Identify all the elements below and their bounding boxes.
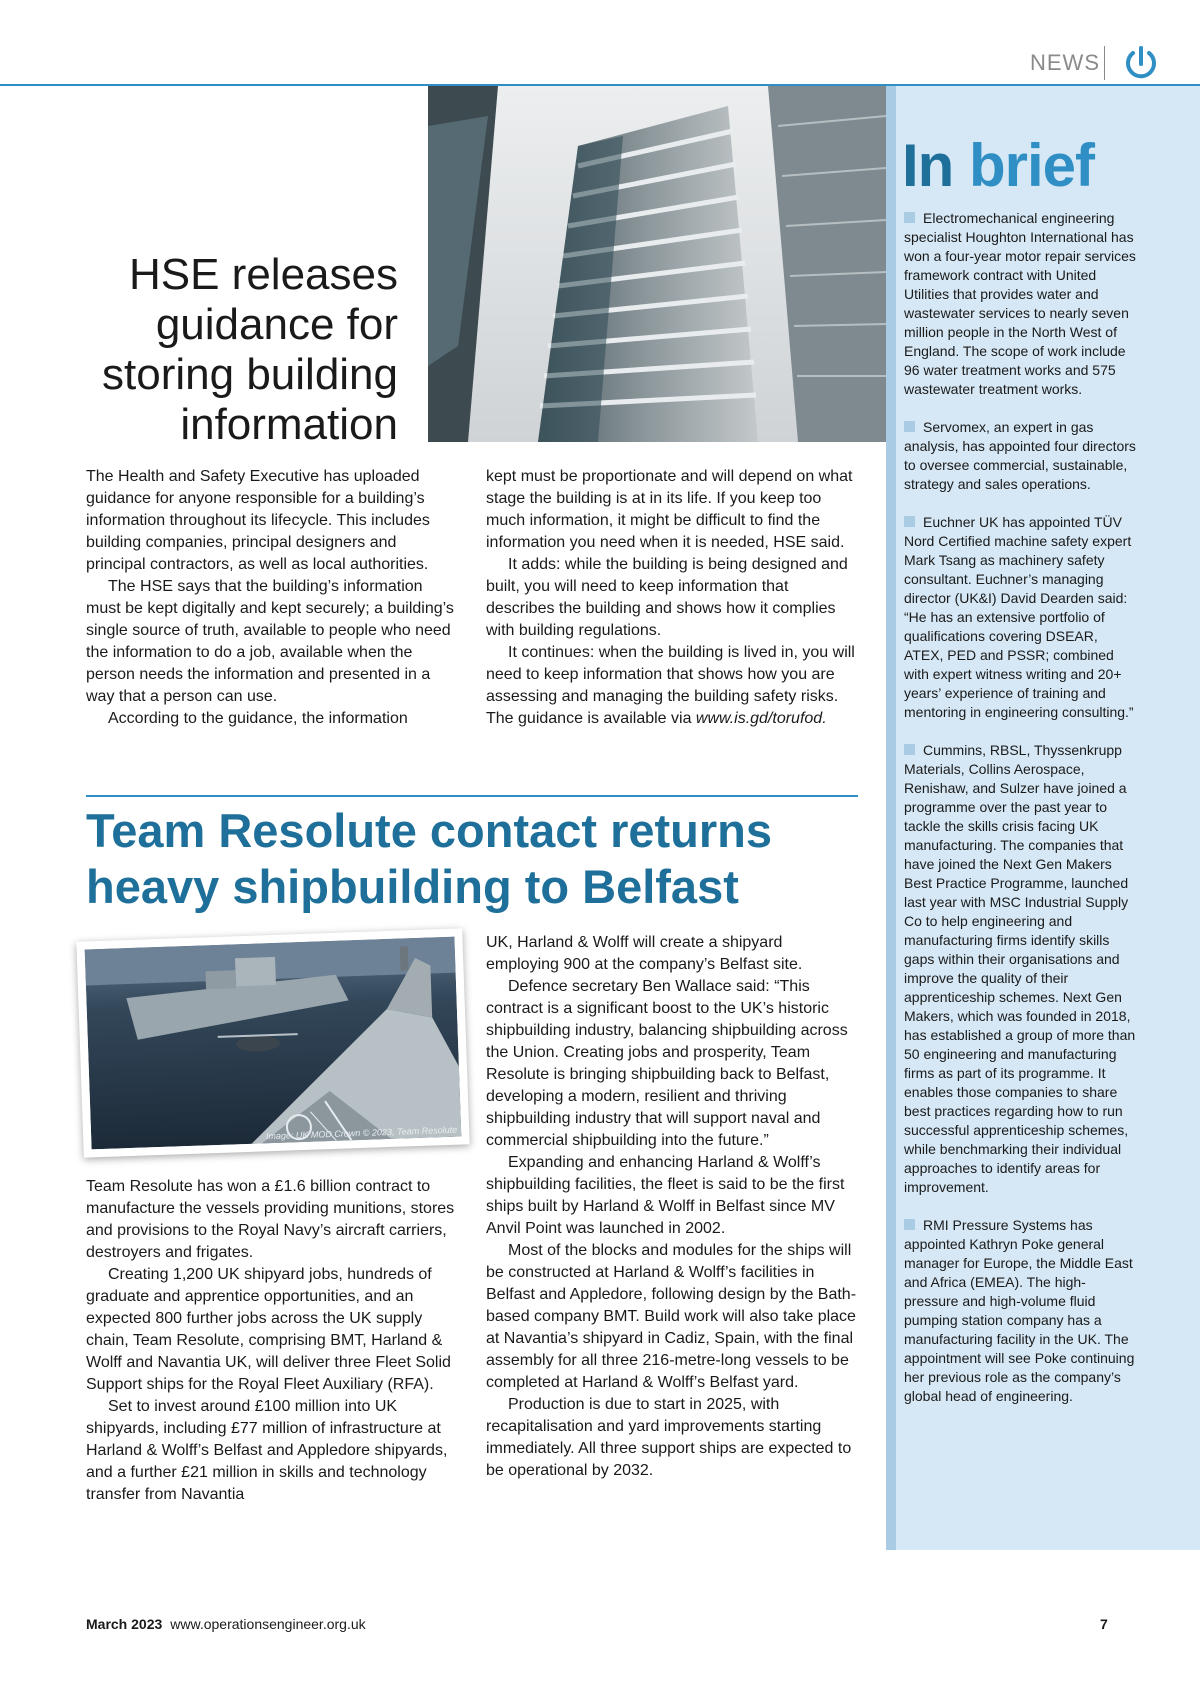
in-brief-item: Electromechanical engineering specialist Houghton International has won a four-year motor repair services framework contract with United Utilities that provides water and wastewater services to nearly seven million people in the North West of England. The scope of work include 96 water treatment works and 575 wastewater treatment works.	[904, 210, 1136, 397]
in-brief-title	[902, 128, 1094, 204]
in-brief-item: Euchner UK has appointed TÜV Nord Certified machine safety expert Mark Tsang as machinery safety consultant. Euchner’s managing director (UK&I) David Dearden said: “He has an extensive portfolio of qualifications covering DSEAR, ATEX, PED and PSSR; combined with expert witness writing and 20+ years’ experience of training and mentoring in engineering consulting.”	[904, 514, 1134, 720]
header-separator	[1104, 46, 1105, 80]
hse-paragraph: The HSE says that the building’s information must be kept digitally and kept securely; a building’s single source of truth, available to people who need the information to do a job, available when the person needs the information and presented in a way that a person can use.	[86, 578, 454, 705]
hse-paragraph	[486, 642, 858, 730]
tr-paragraph: UK, Harland & Wolff will create a shipyard employing 900 at the company’s Belfast site.	[486, 934, 803, 973]
tr-paragraph: Defence secretary Ben Wallace said: “This contract is a significant boost to the UK’s historic shipbuilding industry, balancing shipbuilding across the Union. Creating jobs and prosperity, Team Resolute is bringing shipbuilding back to Belfast, developing a modern, resilient and thriving shipbuilding industry that will support naval and commercial shipbuilding into the future.”	[486, 978, 848, 1149]
page-number: 7	[1100, 1616, 1108, 1632]
team-resolute-headline: Team Resolute contact returns heavy shipbuilding to Belfast	[86, 804, 773, 913]
hse-paragraph: According to the guidance, the information	[108, 710, 408, 727]
tr-paragraph: Creating 1,200 UK shipyard jobs, hundreds of graduate and apprentice opportunities, and an expected 800 further jobs across the UK supply chain, Team Resolute, comprising BMT, Harland & Wolff and Navantia UK, will deliver three Fleet Solid Support ships for the Royal Fleet Auxiliary (RFA).	[86, 1266, 451, 1393]
hse-paragraph: The Health and Safety Executive has uploaded guidance for anyone responsible for a building’s information throughout its lifecycle. This includes building companies, principal designers and principal contractors, as well as local authorities.	[86, 468, 430, 573]
hse-column-2	[486, 466, 858, 730]
in-brief-item: Servomex, an expert in gas analysis, has appointed four directors to oversee commercial, sustainable, strategy and sales operations.	[904, 419, 1136, 492]
guidance-link[interactable]: www.is.gd/torufod.	[695, 710, 827, 727]
tr-paragraph: Team Resolute has won a £1.6 billion contract to manufacture the vessels providing munitions, stores and provisions to the Royal Navy’s aircraft carriers, destroyers and frigates.	[86, 1178, 455, 1261]
image-credit: Image: UK MOD Crown © 2023, Team Resolute	[265, 1124, 458, 1142]
in-brief-title-in: In	[902, 132, 954, 199]
hse-paragraph-text: It continues: when the building is lived in, you will need to keep information that shows how you are assessing and managing the building safety risks. The guidance is available via	[486, 644, 855, 727]
bullet-square-icon	[904, 744, 915, 755]
section-label: NEWS	[1030, 50, 1100, 75]
in-brief-item: Cummins, RBSL, Thyssenkrupp Materials, Collins Aerospace, Renishaw, and Sulzer have joined a programme over the past year to tackle the skills crisis facing UK manufacturing. The companies that have joined the Next Gen Makers Best Practice Programme, launched last year with MSC Industrial Supply Co to help engineering and manufacturing firms identify skills gaps within their organisations and improve the quality of their apprenticeship schemes. Next Gen Makers, which was founded in 2018, has established a group of more than 50 engineering and manufacturing firms as part of its programme. It enables those companies to share best practices regarding how to run successful apprenticeship schemes, while benchmarking their individual approaches to identify areas for improvement.	[904, 742, 1136, 1195]
bullet-square-icon	[904, 516, 915, 527]
tr-paragraph: Production is due to start in 2025, with recapitalisation and yard improvements starting immediately. All three support ships are expected to be operational by 2032.	[486, 1396, 852, 1479]
tr-paragraph: Most of the blocks and modules for the ships will be constructed at Harland & Wolff’s facilities in Belfast and Appledore, following design by the Bath-based company BMT. Build work will also take place at Navantia’s shipyard in Cadiz, Spain, with the final assembly for all three 216-metre-long vessels to be completed at Harland & Wolff’s Belfast yard.	[486, 1242, 857, 1391]
ship-photo-frame	[76, 928, 469, 1157]
bullet-square-icon	[904, 1219, 915, 1230]
hse-headline: HSE releases guidance for storing building information	[102, 250, 398, 449]
page-footer	[86, 1616, 366, 1632]
power-icon	[1122, 44, 1160, 82]
footer-url[interactable]: www.operationsengineer.org.uk	[170, 1616, 366, 1632]
team-resolute-column-1	[86, 1176, 458, 1506]
building-photo	[428, 86, 886, 442]
bullet-square-icon	[904, 212, 915, 223]
hse-paragraph: kept must be proportionate and will depend on what stage the building is at in its life. If you keep too much information, it might be difficult to find the information you need when it is needed, HSE said.	[486, 468, 853, 551]
team-resolute-column-2	[486, 932, 858, 1482]
sidebar-accent-bar	[886, 86, 896, 1550]
in-brief-list	[904, 209, 1136, 1425]
tr-paragraph: Set to invest around £100 million into UK shipyards, including £77 million of infrastructure at Harland & Wolff’s Belfast and Appledore shipyards, and a further £21 million in skills and technology transfer from Navantia	[86, 1398, 448, 1503]
tr-paragraph: Expanding and enhancing Harland & Wolff’s shipbuilding facilities, the fleet is said to be the first ships built by Harland & Wolff in Belfast since MV Anvil Point was launched in 2002.	[486, 1154, 845, 1237]
in-brief-title-brief: brief	[969, 132, 1095, 199]
hse-column-1	[86, 466, 458, 730]
ship-photo	[85, 937, 462, 1150]
in-brief-item: RMI Pressure Systems has appointed Kathryn Poke general manager for Europe, the Middle East and Africa (EMEA). The high-pressure and high-volume fluid pumping station company has a manufacturing facility in the UK. The appointment will see Poke continuing her previous role as the company’s global head of engineering.	[904, 1217, 1135, 1404]
hse-paragraph: It adds: while the building is being designed and built, you will need to keep information that describes the building and shows how it complies with building regulations.	[486, 556, 848, 639]
article-divider	[86, 795, 858, 797]
bullet-square-icon	[904, 421, 915, 432]
footer-date: March 2023	[86, 1616, 163, 1632]
